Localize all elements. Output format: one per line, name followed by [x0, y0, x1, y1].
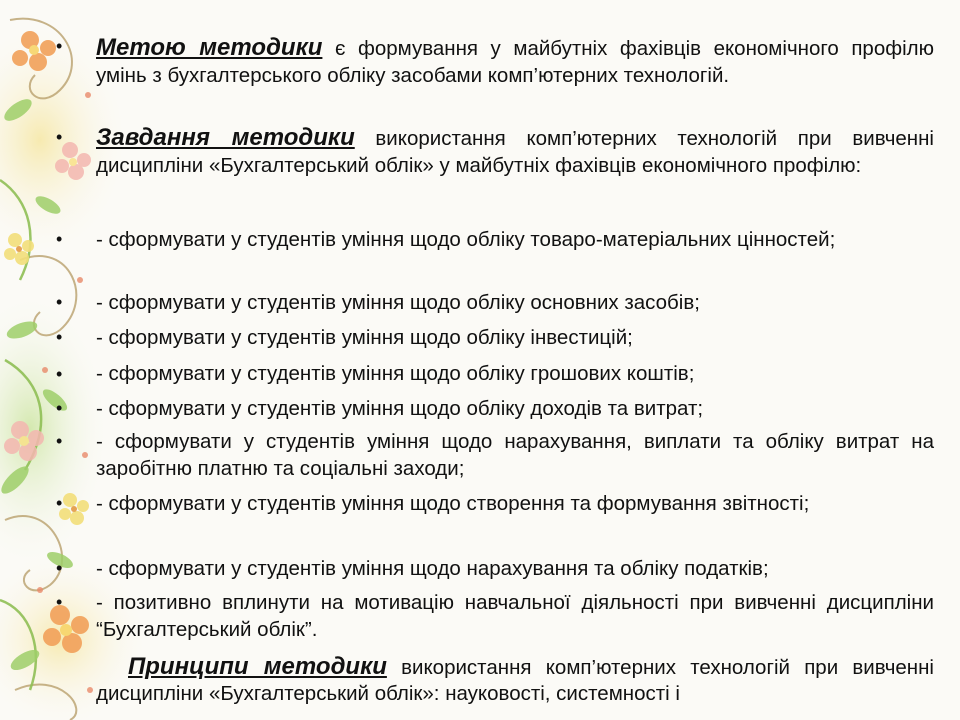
- list-item: - сформувати у студентів уміння щодо обліку основних засобів;: [96, 291, 700, 314]
- goal-heading: Метою методики: [96, 34, 323, 61]
- bullet-marker: •: [56, 398, 63, 418]
- bullet-marker: •: [56, 364, 63, 384]
- principles-paragraph: [96, 654, 934, 707]
- list-item: - позитивно вплинути на мотивацію навчальної діяльності при вивченні дисципліни “Бухгалтерський облік”.: [96, 591, 934, 641]
- bullet-marker: •: [56, 292, 63, 312]
- tasks-text: використання комп’ютерних технологій при вивченні дисципліни «Бухгалтерський облік» у майбутніх фахівців економічного профілю:: [96, 127, 934, 177]
- bullet-marker: •: [56, 327, 63, 347]
- list-item: - сформувати у студентів уміння щодо нарахування, виплати та обліку витрат на заробітню платню та соціальні заходи;: [96, 430, 934, 480]
- goal-text: є формування у майбутніх фахівців економічного профілю умінь з бухгалтерського обліку засобами комп’ютерних технологій.: [96, 37, 934, 87]
- goal-paragraph: [96, 34, 934, 89]
- list-item: - сформувати у студентів уміння щодо нарахування та обліку податків;: [96, 557, 769, 580]
- list-item: - сформувати у студентів уміння щодо обліку доходів та витрат;: [96, 397, 704, 420]
- list-item: - сформувати у студентів уміння щодо обліку грошових коштів;: [96, 362, 695, 385]
- tasks-paragraph: [96, 124, 934, 179]
- list-item: - сформувати у студентів уміння щодо створення та формування звітності;: [96, 492, 810, 515]
- bullet-marker: •: [56, 592, 63, 612]
- principles-heading: Принципи методики: [128, 653, 387, 680]
- tasks-heading: Завдання методики: [96, 124, 355, 151]
- bullet-marker: •: [56, 558, 63, 578]
- list-item: - сформувати у студентів уміння щодо обліку інвестицій;: [96, 326, 633, 349]
- principles-text: використання комп’ютерних технологій при вивченні дисципліни «Бухгалтерський облік»: науковості, системності і: [96, 656, 934, 705]
- bullet-marker: •: [56, 493, 63, 513]
- bullet-marker: •: [56, 127, 63, 147]
- bullet-marker: •: [56, 36, 63, 56]
- bullet-marker: •: [56, 229, 63, 249]
- list-item: - сформувати у студентів уміння щодо обліку товаро-матеріальних цінностей;: [96, 228, 836, 251]
- bullet-marker: •: [56, 431, 63, 451]
